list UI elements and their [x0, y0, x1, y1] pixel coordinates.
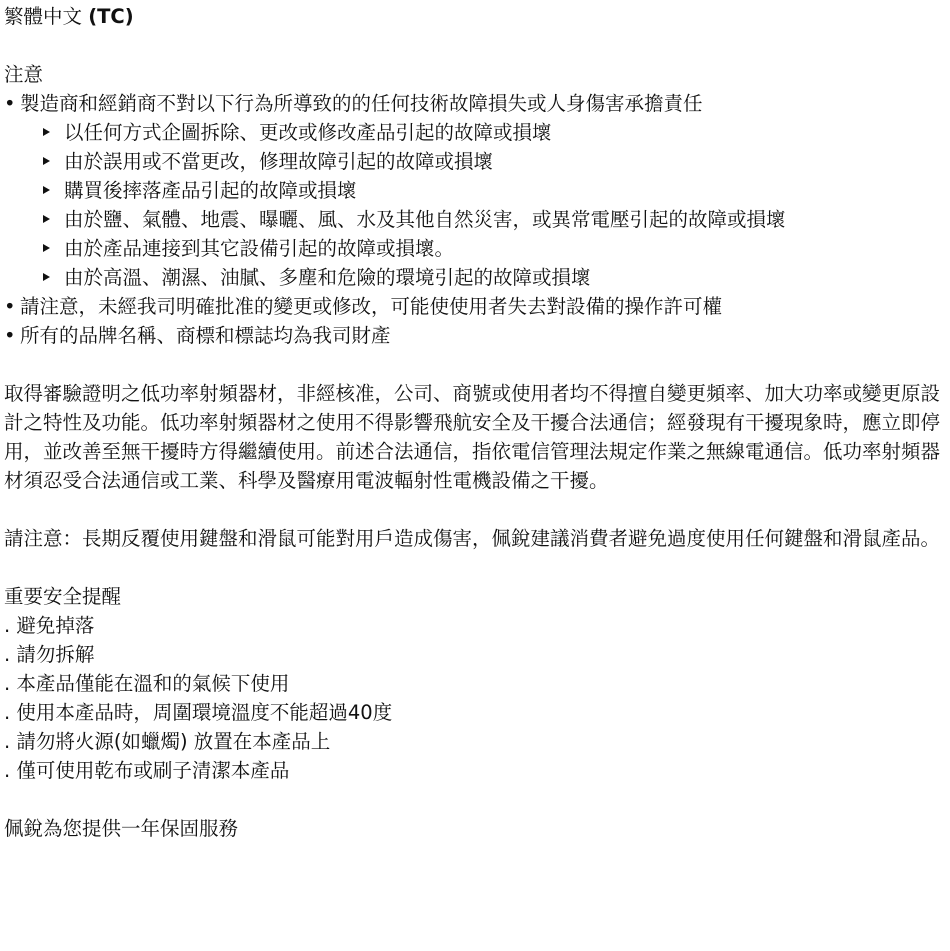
notice-item-liability: [4, 89, 940, 292]
spacer: [4, 553, 940, 582]
triangle-bullet-icon: [43, 273, 50, 281]
safety-list: [4, 611, 940, 785]
sub-item-text: 購買後摔落產品引起的故障或損壞: [64, 179, 357, 202]
sub-item: [20, 234, 940, 263]
notice-section: [4, 60, 940, 350]
sub-item: [20, 147, 940, 176]
notice-item-text: 請注意，未經我司明確批准的變更或修改，可能使使用者失去對設備的操作許可權: [20, 295, 723, 318]
safety-section: [4, 582, 940, 785]
spacer: [4, 495, 940, 524]
notice-heading: 注意: [4, 63, 44, 86]
triangle-bullet-icon: [43, 186, 50, 194]
notice-item-text: 製造商和經銷商不對以下行為所導致的的任何技術故障損失或人身傷害承擔責任: [20, 92, 703, 115]
notice-item-modification: [4, 292, 940, 321]
bullet-dot: •: [4, 92, 16, 115]
bullet-dot: •: [4, 295, 16, 318]
document-page: [4, 2, 940, 843]
bullet-dot: •: [4, 324, 16, 347]
safety-item: . 請勿將火源(如蠟燭) 放置在本產品上: [4, 730, 331, 753]
safety-item: . 使用本產品時，周圍環境溫度不能超過40度: [4, 701, 393, 724]
title-language: 繁體中文: [4, 5, 83, 28]
sub-item-text: 由於誤用或不當更改，修理故障引起的故障或損壞: [64, 150, 494, 173]
title-language-code: (TC): [88, 5, 134, 28]
sub-item-text: 由於鹽、氣體、地震、曝曬、風、水及其他自然災害，或異常電壓引起的故障或損壞: [64, 208, 786, 231]
safety-item: . 僅可使用乾布或刷子清潔本產品: [4, 759, 290, 782]
safety-item: . 避免掉落: [4, 614, 95, 637]
sub-item: [20, 263, 940, 292]
notice-list: [4, 89, 940, 350]
safety-item: . 請勿拆解: [4, 643, 95, 666]
triangle-bullet-icon: [43, 244, 50, 252]
health-warning-paragraph: 請注意：長期反覆使用鍵盤和滑鼠可能對用戶造成傷害，佩銳建議消費者避免過度使用任何鍵盤和滑鼠產品。: [4, 527, 941, 550]
sub-item: [20, 205, 940, 234]
document-title: [4, 2, 940, 31]
warranty-statement: 佩銳為您提供一年保固服務: [4, 817, 239, 840]
spacer: [4, 350, 940, 379]
safety-heading: 重要安全提醒: [4, 585, 122, 608]
sub-item: [20, 118, 940, 147]
sub-item: [20, 176, 940, 205]
regulation-paragraph: 取得審驗證明之低功率射頻器材，非經核准，公司、商號或使用者均不得擅自變更頻率、加大功率或變更原設計之特性及功能。低功率射頻器材之使用不得影響飛航安全及干擾合法通信；經發現有干擾現象時，應立即停用，並改善至無干擾時方得繼續使用。前述合法通信，指依電信管理法規定作業之無線電通信。低功率射頻器材須忍受合法通信或工業、科學及醫療用電波輻射性電機設備之干擾。: [4, 382, 941, 492]
spacer: [4, 31, 940, 60]
sub-item-text: 由於高溫、潮濕、油膩、多塵和危險的環境引起的故障或損壞: [64, 266, 591, 289]
sub-item-text: 由於產品連接到其它設備引起的故障或損壞。: [64, 237, 455, 260]
sub-item-text: 以任何方式企圖拆除、更改或修改產品引起的故障或損壞: [64, 121, 552, 144]
safety-item: . 本產品僅能在溫和的氣候下使用: [4, 672, 290, 695]
notice-item-text: 所有的品牌名稱、商標和標誌均為我司財產: [20, 324, 391, 347]
triangle-bullet-icon: [43, 215, 50, 223]
notice-item-trademarks: [4, 321, 940, 350]
spacer: [4, 785, 940, 814]
triangle-bullet-icon: [43, 157, 50, 165]
triangle-bullet-icon: [43, 128, 50, 136]
liability-sub-list: [20, 118, 940, 292]
